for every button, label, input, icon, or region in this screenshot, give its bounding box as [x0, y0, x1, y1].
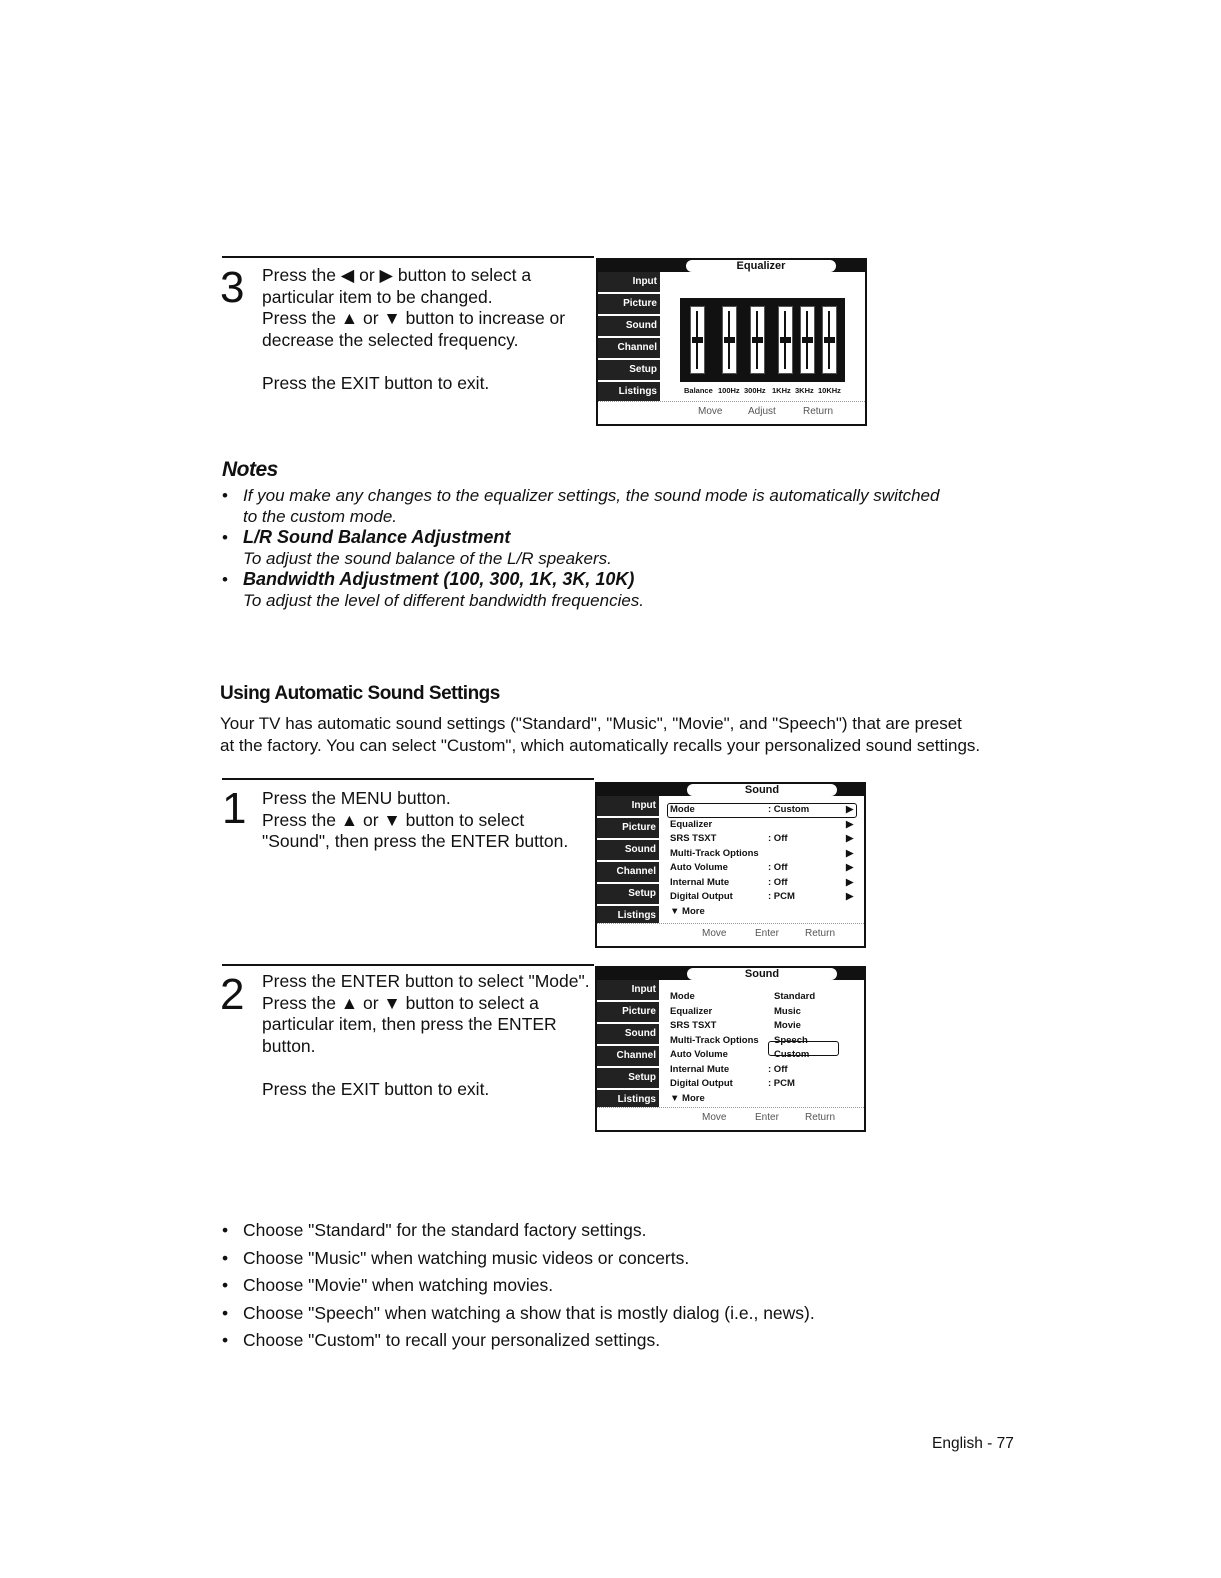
- side-menu-item: Picture: [598, 294, 660, 314]
- section-paragraph: [220, 713, 1020, 757]
- arrow-right-icon: ▶: [846, 876, 854, 888]
- menu-label: Auto Volume: [670, 1049, 728, 1060]
- list-item: • Choose "Standard" for the standard factory settings.: [222, 1220, 647, 1240]
- bottom-hint: Move: [698, 406, 723, 417]
- band-slider-1khz: [778, 306, 793, 374]
- screen-title: Sound: [687, 968, 837, 980]
- mode-option[interactable]: Music: [774, 1005, 801, 1017]
- step1-number: 1: [222, 784, 247, 833]
- bottom-hint: Adjust: [748, 406, 776, 417]
- balance-slider: [690, 306, 705, 374]
- menu-row[interactable]: [670, 861, 854, 876]
- menu-value: : PCM: [768, 891, 795, 902]
- step3-rule: [222, 256, 594, 258]
- arrow-right-icon: ▶: [846, 818, 854, 830]
- menu-value: : Off: [768, 862, 788, 873]
- side-menu-item: Setup: [597, 884, 659, 904]
- list-item: • Choose "Speech" when watching a show that is mostly dialog (i.e., news).: [222, 1302, 815, 1323]
- eq-label: 10KHz: [818, 386, 841, 395]
- side-menu-item: Listings: [597, 1090, 659, 1110]
- bottom-hint: Enter: [755, 928, 779, 939]
- menu-row[interactable]: [670, 1034, 854, 1049]
- step3-line: Press the ▲ or ▼ button to increase or: [262, 308, 566, 328]
- note-line: To adjust the sound balance of the L/R speakers.: [243, 549, 612, 568]
- list-item: • Choose "Movie" when watching movies.: [222, 1275, 554, 1296]
- eq-label: 300Hz: [744, 386, 766, 395]
- equalizer-panel: [680, 298, 845, 382]
- menu-row[interactable]: [670, 803, 854, 818]
- note-title: L/R Sound Balance Adjustment: [243, 527, 511, 547]
- step2-rule: [222, 964, 594, 966]
- page-footer: English - 77: [932, 1435, 1014, 1452]
- menu-label: Auto Volume: [670, 862, 728, 873]
- side-menu-item: Input: [597, 980, 659, 1000]
- list-item: • Choose "Custom" to recall your personalized settings.: [222, 1330, 661, 1351]
- menu-row[interactable]: [670, 832, 854, 847]
- notes-heading: Notes: [222, 458, 278, 481]
- bottom-hint: Move: [702, 1112, 727, 1123]
- paragraph-line: at the factory. You can select "Custom", which automatically recalls your personalized sound settings.: [220, 736, 981, 755]
- equalizer-screen: [596, 258, 867, 426]
- note-item: • If you make any changes to the equalizer settings, the sound mode is automatically switched to the custom mode.: [222, 485, 1022, 527]
- eq-label: 100Hz: [718, 386, 740, 395]
- side-menu-item: Picture: [597, 818, 659, 838]
- screen-bottom-bar: [597, 923, 864, 946]
- side-menu-item: Input: [598, 272, 660, 292]
- screen-bottom-bar: [598, 401, 865, 424]
- side-menu-item: Channel: [597, 1046, 659, 1066]
- side-menu-item: Input: [597, 796, 659, 816]
- side-menu-item: Setup: [597, 1068, 659, 1088]
- mode-bullet-list: [222, 1217, 815, 1355]
- bottom-hint: Return: [803, 406, 834, 417]
- note-line: to the custom mode.: [243, 507, 398, 526]
- paragraph-line: Your TV has automatic sound settings ("Standard", "Music", "Movie", and "Speech") that are preset: [220, 714, 962, 733]
- step1-text: [262, 788, 592, 853]
- menu-value: : Custom: [768, 804, 810, 815]
- note-line: If you make any changes to the equalizer settings, the sound mode is automatically switched: [243, 486, 940, 505]
- side-menu-item: Setup: [598, 360, 660, 380]
- menu-label: SRS TSXT: [670, 833, 717, 844]
- step3-text: [262, 265, 592, 395]
- menu-label: Equalizer: [670, 818, 713, 830]
- arrow-right-icon: ▶: [846, 847, 854, 859]
- menu-row[interactable]: [670, 1005, 854, 1020]
- arrow-right-icon: ▶: [846, 862, 854, 873]
- menu-label: ▼ More: [670, 1092, 705, 1104]
- bottom-hint: Move: [702, 928, 727, 939]
- side-menu: [597, 980, 659, 1108]
- band-slider-10khz: [822, 306, 837, 374]
- bullet-text: Choose "Standard" for the standard factory settings.: [243, 1220, 647, 1240]
- menu-row[interactable]: [670, 890, 854, 905]
- step1-line: Press the MENU button.: [262, 788, 451, 808]
- step2-line: Press the ENTER button to select "Mode".: [262, 971, 590, 991]
- menu-row-more[interactable]: [670, 905, 854, 920]
- menu-label: Digital Output: [670, 1078, 733, 1089]
- screen-title: Equalizer: [686, 260, 836, 272]
- menu-row[interactable]: [670, 1019, 854, 1034]
- side-menu: [598, 272, 660, 402]
- band-slider-3khz: [800, 306, 815, 374]
- sound-mode-screen: [595, 966, 866, 1132]
- mode-option[interactable]: Standard: [774, 991, 816, 1002]
- menu-row[interactable]: [670, 990, 854, 1005]
- bottom-hint: Enter: [755, 1112, 779, 1123]
- eq-label: Balance: [684, 386, 713, 395]
- notes-list: [222, 485, 1022, 611]
- screen-bottom-bar: [597, 1107, 864, 1130]
- mode-option[interactable]: Speech: [774, 1034, 808, 1046]
- menu-value: : Off: [768, 876, 788, 888]
- bottom-hint: Return: [805, 1112, 836, 1123]
- menu-label: Internal Mute: [670, 1063, 730, 1075]
- arrow-right-icon: ▶: [846, 833, 854, 844]
- step3-exit: Press the EXIT button to exit.: [262, 373, 490, 393]
- step3-line: Press the ◀ or ▶ button to select a: [262, 265, 532, 285]
- step3-line: particular item to be changed.: [262, 286, 493, 307]
- mode-option-selected[interactable]: Custom: [774, 1049, 810, 1060]
- menu-row[interactable]: [670, 847, 854, 862]
- arrow-right-icon: ▶: [846, 804, 854, 815]
- side-menu-item: Channel: [598, 338, 660, 358]
- step1-line: "Sound", then press the ENTER button.: [262, 831, 569, 851]
- menu-value: : Off: [768, 833, 788, 844]
- menu-value: : Off: [768, 1063, 788, 1075]
- arrow-right-icon: ▶: [846, 891, 854, 902]
- menu-label: Digital Output: [670, 891, 733, 902]
- menu-label: Multi-Track Options: [670, 1034, 759, 1046]
- note-line: To adjust the level of different bandwidth frequencies.: [243, 591, 645, 610]
- note-item: • L/R Sound Balance Adjustment To adjust the sound balance of the L/R speakers.: [222, 527, 1022, 569]
- step1-rule: [222, 778, 594, 780]
- step2-number: 2: [220, 970, 245, 1019]
- menu-label: Mode: [670, 804, 695, 815]
- menu-row[interactable]: [670, 876, 854, 891]
- side-menu-item: Picture: [597, 1002, 659, 1022]
- menu-row[interactable]: [670, 1048, 854, 1063]
- step1-line: Press the ▲ or ▼ button to select: [262, 809, 525, 830]
- step2-exit: Press the EXIT button to exit.: [262, 1079, 490, 1099]
- step2-text: [262, 971, 602, 1101]
- menu-row-more[interactable]: [670, 1092, 854, 1107]
- bottom-hint: Return: [805, 928, 836, 939]
- note-item: • Bandwidth Adjustment (100, 300, 1K, 3K, 10K) To adjust the level of different bandwidth frequencies.: [222, 569, 1022, 611]
- side-menu: [597, 796, 659, 924]
- bullet-text: Choose "Custom" to recall your personalized settings.: [243, 1330, 661, 1351]
- menu-row[interactable]: [670, 1063, 854, 1078]
- step2-line: Press the ▲ or ▼ button to select a: [262, 992, 539, 1013]
- screen-title: Sound: [687, 784, 837, 796]
- step2-line: particular item, then press the ENTER: [262, 1014, 557, 1034]
- sound-menu-screen: [595, 782, 866, 948]
- bullet-text: Choose "Movie" when watching movies.: [243, 1275, 554, 1296]
- band-slider-100hz: [722, 306, 737, 374]
- side-menu-item: Sound: [597, 840, 659, 860]
- menu-label: Mode: [670, 991, 695, 1002]
- menu-row[interactable]: [670, 818, 854, 833]
- mode-options-list: [670, 990, 854, 1106]
- bullet-text: Choose "Music" when watching music videos or concerts.: [243, 1247, 690, 1268]
- side-menu-item: Listings: [597, 906, 659, 926]
- side-menu-item: Sound: [598, 316, 660, 336]
- menu-label: Multi-Track Options: [670, 847, 759, 859]
- side-menu-item: Sound: [597, 1024, 659, 1044]
- menu-label: Internal Mute: [670, 876, 730, 888]
- sound-menu-list: [670, 803, 854, 919]
- side-menu-item: Channel: [597, 862, 659, 882]
- section-heading: Using Automatic Sound Settings: [220, 683, 500, 704]
- menu-value: : PCM: [768, 1078, 795, 1089]
- eq-label: 3KHz: [795, 386, 814, 395]
- mode-option[interactable]: Movie: [774, 1020, 801, 1031]
- side-menu-item: Listings: [598, 382, 660, 402]
- note-title: Bandwidth Adjustment (100, 300, 1K, 3K, 10K): [243, 569, 635, 589]
- list-item: • Choose "Music" when watching music videos or concerts.: [222, 1247, 690, 1268]
- step3-line: decrease the selected frequency.: [262, 329, 519, 350]
- menu-label: ▼ More: [670, 905, 705, 917]
- menu-label: Equalizer: [670, 1005, 713, 1017]
- band-slider-300hz: [750, 306, 765, 374]
- menu-row[interactable]: [670, 1077, 854, 1092]
- bullet-text: Choose "Speech" when watching a show that is mostly dialog (i.e., news).: [243, 1302, 815, 1323]
- menu-label: SRS TSXT: [670, 1020, 717, 1031]
- eq-label: 1KHz: [772, 386, 791, 395]
- step2-line: button.: [262, 1035, 316, 1056]
- step3-number: 3: [220, 263, 245, 312]
